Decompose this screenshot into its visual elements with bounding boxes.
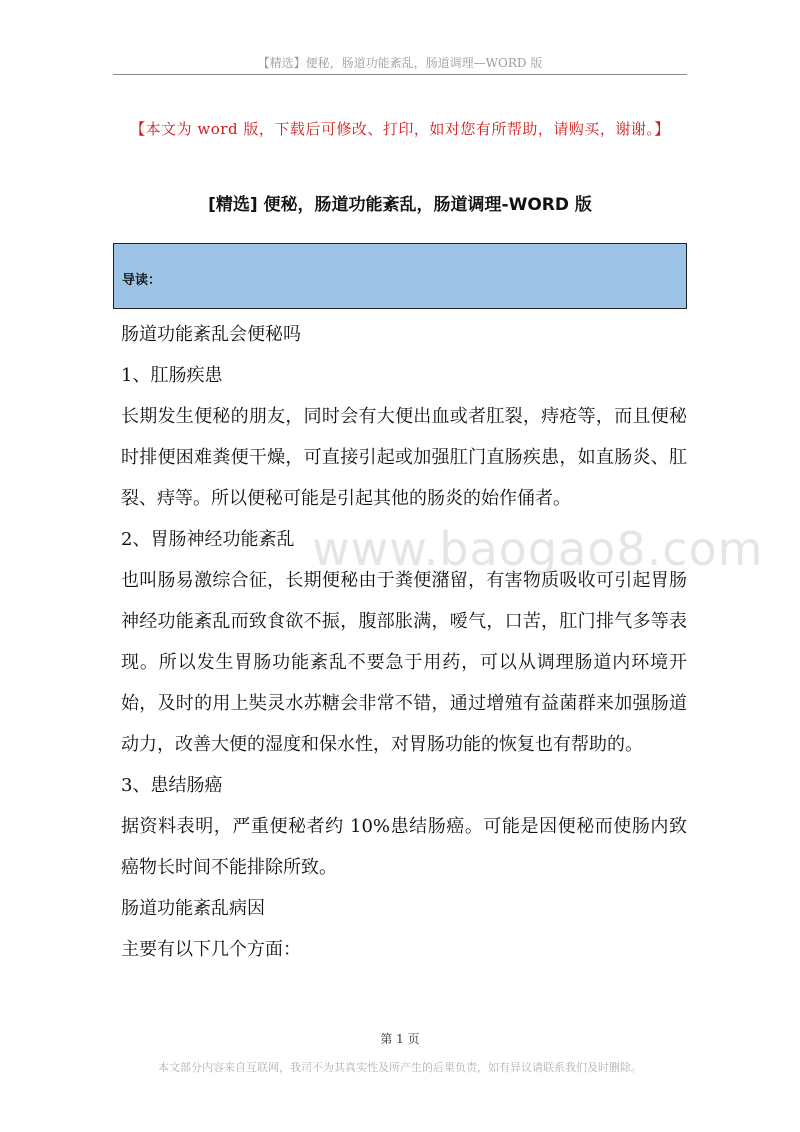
paragraph: 3、患结肠癌 <box>121 775 223 796</box>
page-footer: 本文部分内容来自互联网，我司不为其真实性及所产生的后果负责，如有异议请联系我们及时删除。 <box>158 1061 642 1074</box>
paragraph: 据资料表明，严重便秘者约 10%患结肠癌。可能是因便秘而使肠内致癌物长时间不能排除所致。 <box>121 816 687 878</box>
guide-label: 导读： <box>122 273 162 288</box>
paragraph: 长期发生便秘的朋友，同时会有大便出血或者肛裂，痔疮等，而且便秘时排便困难粪便干燥，可直接引起或加强肛门直肠疾患，如直肠炎、肛裂、痔等。所以便秘可能是引起其他的肠炎的始作俑者。 <box>121 406 687 509</box>
page-header: 【精选】便秘，肠道功能紊乱，肠道调理—WORD 版 <box>257 56 543 70</box>
paragraph: 1、肛肠疾患 <box>121 365 223 386</box>
paragraph: 主要有以下几个方面： <box>121 939 301 960</box>
paragraph: 2、胃肠神经功能紊乱 <box>121 529 295 550</box>
document-body <box>121 314 687 970</box>
guide-box <box>113 243 687 309</box>
document-title: [精选] 便秘，肠道功能紊乱，肠道调理-WORD 版 <box>208 195 592 215</box>
header-divider <box>113 74 687 75</box>
paragraph: 肠道功能紊乱会便秘吗 <box>121 324 301 345</box>
page-number: 第 1 页 <box>380 1032 420 1046</box>
paragraph: 也叫肠易激综合征，长期便秘由于粪便潴留，有害物质吸收可引起胃肠神经功能紊乱而致食欲不振，腹部胀满，嗳气，口苦，肛门排气多等表现。所以发生胃肠功能紊乱不要急于用药，可以从调理肠道内环境开始，及时的用上奘灵水苏糖会非常不错，通过增殖有益菌群来加强肠道动力，改善大便的湿度和保水性，对胃肠功能的恢复也有帮助的。 <box>121 570 687 755</box>
watermark: www.baogao8.com <box>312 522 764 576</box>
paragraph: 肠道功能紊乱病因 <box>121 898 265 919</box>
purchase-notice: 【本文为 word 版，下载后可修改、打印，如对您有所帮助，请购买，谢谢。】 <box>130 120 670 138</box>
